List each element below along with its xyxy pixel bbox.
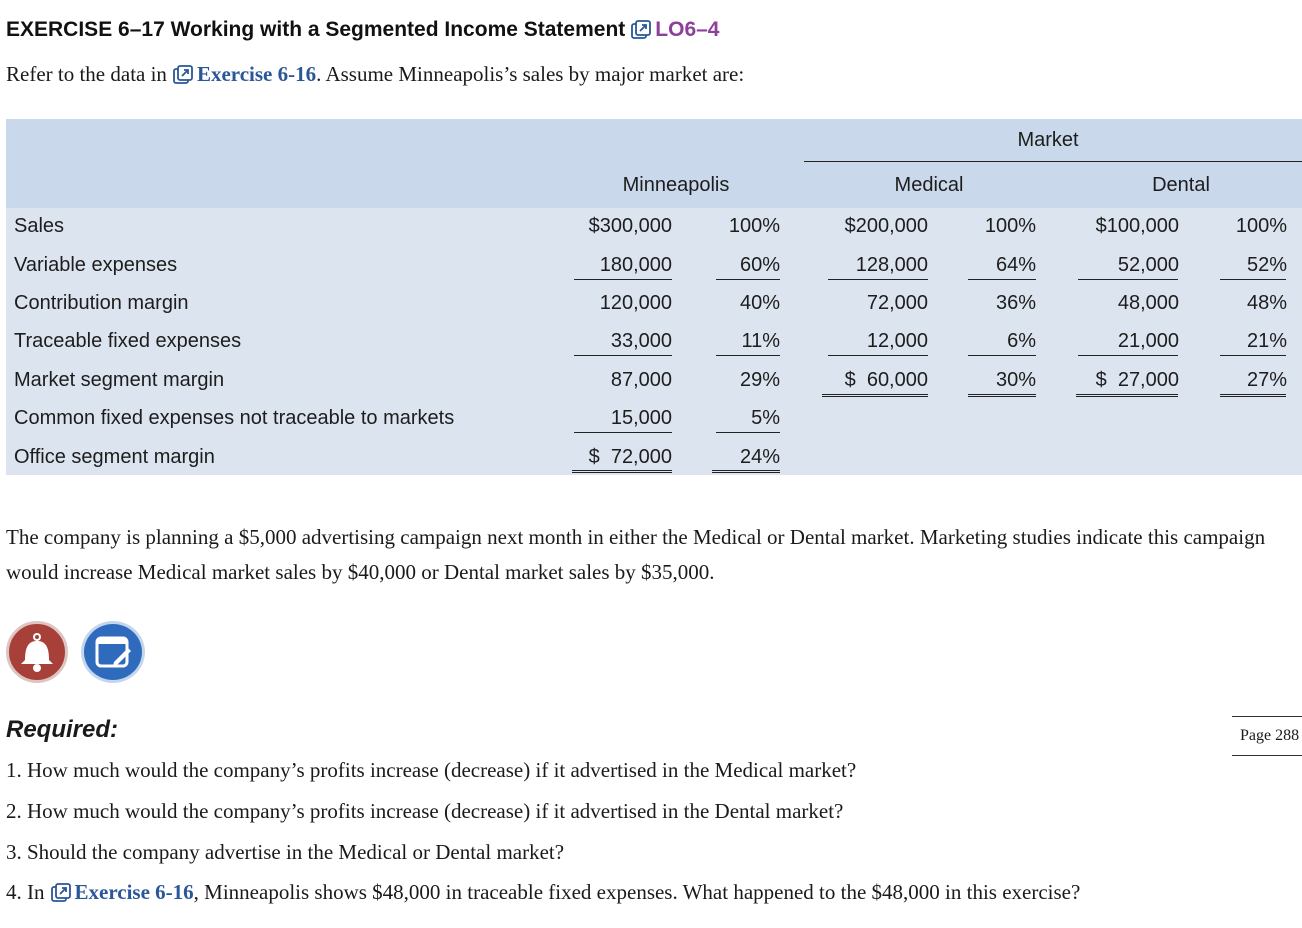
question-4-text-after: , Minneapolis shows $48,000 in traceable fixed expenses. What happened to the $48,000 in this exercise? [193,880,1081,904]
cell-minneapolis-amount: $300,000 [588,215,672,237]
external-link-icon[interactable] [51,883,71,903]
cell-medical-percent: 6% [1007,330,1036,352]
bell-icon[interactable] [6,621,68,683]
subtotal-rule [968,355,1036,356]
subtotal-rule [828,279,928,280]
cell-minneapolis-percent: 40% [739,292,780,314]
question-4 [6,880,1080,905]
exercise-link[interactable]: Exercise 6-16 [196,62,317,86]
cell-dental-amount: $ 27,000 [1095,369,1179,391]
cell-minneapolis-amount: 180,000 [599,254,672,276]
external-link-icon[interactable] [173,65,193,85]
cell-minneapolis-percent: 100% [728,215,780,237]
question-4-text-before: 4. In [6,880,45,904]
exercise-title: EXERCISE 6–17 Working with a Segmented Income Statement [6,18,626,41]
cell-medical-amount: $ 60,000 [844,369,928,391]
subtotal-rule [1220,279,1286,280]
cell-dental-percent: 48% [1246,292,1287,314]
row-label-traceable-fixed-expenses: Traceable fixed expenses [14,330,242,352]
subtotal-rule [716,279,780,280]
cell-minneapolis-percent: 5% [751,407,780,429]
subtotal-rule [1078,279,1178,280]
cell-minneapolis-percent: 11% [741,330,780,352]
subtotal-rule [968,279,1036,280]
external-link-icon[interactable] [631,20,651,40]
cell-medical-amount: $200,000 [844,215,928,237]
total-double-rule [712,470,780,473]
subtotal-rule [716,432,780,433]
cell-medical-percent: 30% [995,369,1036,391]
cell-minneapolis-amount: $ 72,000 [588,446,672,468]
market-group-header: Market [1017,129,1079,151]
cell-medical-amount: 12,000 [866,330,928,352]
segmented-income-table [6,119,1302,475]
cell-minneapolis-percent: 29% [739,369,780,391]
intro-line [6,62,744,87]
row-label-sales: Sales [14,215,65,237]
subtotal-rule [1078,355,1178,356]
cell-minneapolis-amount: 120,000 [599,292,672,314]
cell-minneapolis-amount: 15,000 [610,407,672,429]
cell-medical-percent: 100% [984,215,1036,237]
page-reference: Page 288 [1232,716,1302,756]
intro-text-after: . Assume Minneapolis’s sales by major market are: [316,62,745,86]
column-header-dental: Dental [1152,174,1210,196]
column-header-medical: Medical [894,174,964,196]
subtotal-rule [828,355,928,356]
cell-minneapolis-amount: 87,000 [610,369,672,391]
cell-minneapolis-percent: 24% [739,446,780,468]
row-label-contribution-margin: Contribution margin [14,292,189,314]
row-label-market-segment-margin: Market segment margin [14,369,225,391]
cell-dental-amount: 52,000 [1117,254,1179,276]
question-2: 2. How much would the company’s profits increase (decrease) if it advertised in the Dental market? [6,799,844,823]
cell-minneapolis-amount: 33,000 [610,330,672,352]
subtotal-rule [574,279,672,280]
exercise-heading [6,14,719,46]
row-label-common-fixed-expenses: Common fixed expenses not traceable to markets [14,407,455,429]
cell-medical-percent: 64% [995,254,1036,276]
cell-dental-amount: 21,000 [1117,330,1179,352]
cell-medical-percent: 36% [995,292,1036,314]
subtotal-rule [574,432,672,433]
total-double-rule [822,394,928,397]
cell-dental-percent: 21% [1246,330,1287,352]
row-label-variable-expenses: Variable expenses [14,254,178,276]
total-double-rule [572,470,672,473]
notepad-icon[interactable] [81,621,145,683]
cell-medical-amount: 128,000 [855,254,928,276]
market-header-rule [804,161,1302,162]
cell-dental-amount: $100,000 [1095,215,1179,237]
exercise-link[interactable]: Exercise 6-16 [74,880,194,904]
cell-minneapolis-percent: 60% [739,254,780,276]
question-1: 1. How much would the company’s profits increase (decrease) if it advertised in the Medical market? [6,758,857,782]
total-double-rule [1220,394,1286,397]
cell-dental-percent: 52% [1246,254,1287,276]
subtotal-rule [574,355,672,356]
subtotal-rule [716,355,780,356]
scenario-paragraph: The company is planning a $5,000 advertising campaign next month in either the Medical or Dental market. Marketing studies indicate this campaign would increase Medical market sales by $40,000 or Dental market sales by $35,000. [6,525,1266,584]
intro-text-before: Refer to the data in [6,62,167,86]
learning-objective-link[interactable]: LO6–4 [655,18,720,41]
subtotal-rule [1220,355,1286,356]
cell-medical-amount: 72,000 [866,292,928,314]
required-heading: Required: [6,716,119,743]
cell-dental-percent: 27% [1246,369,1287,391]
cell-dental-amount: 48,000 [1117,292,1179,314]
cell-dental-percent: 100% [1235,215,1287,237]
question-3: 3. Should the company advertise in the Medical or Dental market? [6,840,565,864]
row-label-office-segment-margin: Office segment margin [14,446,215,468]
total-double-rule [1076,394,1178,397]
column-header-minneapolis: Minneapolis [622,174,730,196]
total-double-rule [968,394,1036,397]
